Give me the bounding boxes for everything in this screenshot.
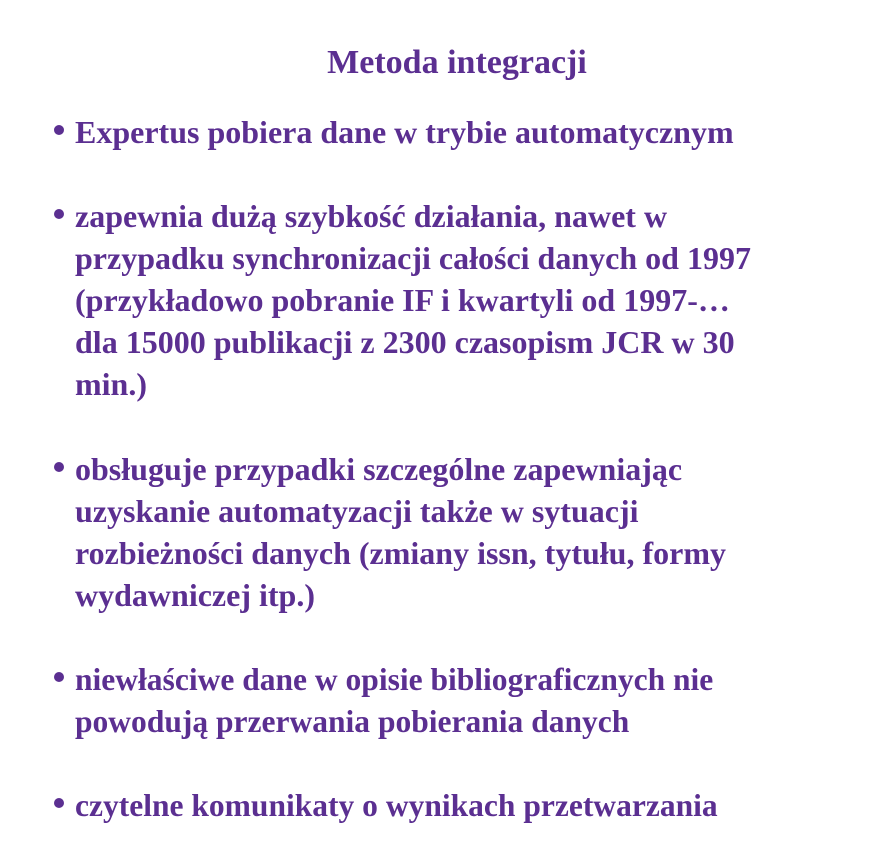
- bullet-line: powodują przerwania pobierania danych: [75, 703, 630, 739]
- bullet-line: rozbieżności danych (zmiany issn, tytułu, formy: [75, 535, 726, 571]
- bullet-dot-icon: [54, 125, 64, 135]
- bullet-text: [75, 195, 751, 405]
- bullet-line: dla 15000 publikacji z 2300 czasopism JCR w 30: [75, 324, 735, 360]
- bullet-line: wydawniczej itp.): [75, 577, 315, 613]
- bullet-text: [75, 658, 713, 742]
- bullet-line: zapewnia dużą szybkość działania, nawet w: [75, 198, 668, 234]
- bullet-line: niewłaściwe dane w opisie bibliograficznych nie: [75, 661, 714, 697]
- bullet-dot-icon: [54, 672, 64, 682]
- bullet-dot-icon: [54, 798, 64, 808]
- bullet-line: obsługuje przypadki szczególne zapewniając: [75, 451, 683, 487]
- bullet-text: [75, 448, 726, 616]
- bullet-text: [75, 784, 718, 826]
- bullet-line: Expertus pobiera dane w trybie automatycznym: [75, 114, 734, 150]
- bullet-dot-icon: [54, 209, 64, 219]
- bullet-dot-icon: [54, 462, 64, 472]
- bullet-line: uzyskanie automatyzacji także w sytuacji: [75, 493, 639, 529]
- bullet-line: (przykładowo pobranie IF i kwartyli od 1997-…: [75, 282, 730, 318]
- bullet-line: min.): [75, 366, 147, 402]
- bullet-text: [75, 111, 734, 153]
- slide-title: Metoda integracji: [327, 43, 587, 81]
- bullet-line: czytelne komunikaty o wynikach przetwarzania: [75, 787, 718, 823]
- bullet-line: przypadku synchronizacji całości danych od 1997: [75, 240, 751, 276]
